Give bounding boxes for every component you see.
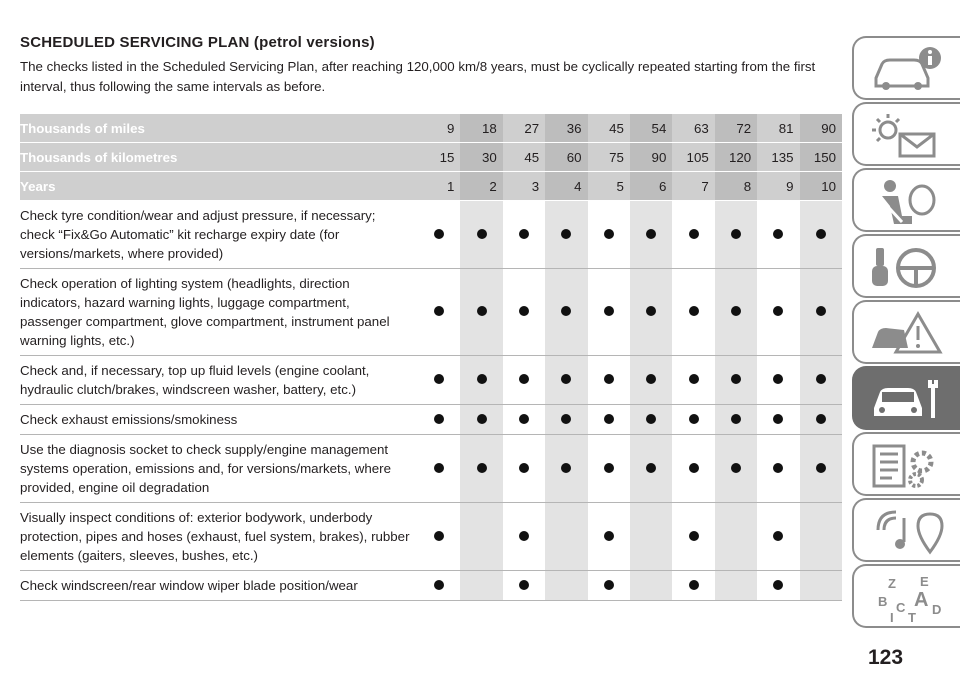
check-required-dot: [773, 580, 783, 590]
tab-servicing[interactable]: [852, 366, 960, 430]
check-required-dot: [816, 374, 826, 384]
header-row: [20, 172, 842, 201]
interval-cell: [757, 269, 799, 356]
check-required-dot: [646, 414, 656, 424]
interval-cell: [757, 405, 799, 435]
interval-cell: [800, 269, 842, 356]
interval-cell: [503, 405, 545, 435]
interval-cell: [800, 356, 842, 405]
header-value: 1: [418, 172, 460, 201]
intro-paragraph: The checks listed in the Scheduled Servicing Plan, after reaching 120,000 km/8 years, must be cyclically repeated starting from the first interval, thus following the same intervals as before.: [20, 59, 816, 94]
accident-warning-icon: [868, 308, 948, 360]
check-required-dot: [689, 229, 699, 239]
interval-cell: [672, 201, 714, 269]
multimedia-icon: [868, 506, 948, 558]
header-value: 15: [418, 143, 460, 172]
interval-cell: [672, 503, 714, 571]
check-required-dot: [816, 229, 826, 239]
index-letter: Z: [888, 576, 896, 591]
check-required-dot: [816, 414, 826, 424]
header-value: 63: [672, 114, 714, 143]
check-required-dot: [773, 229, 783, 239]
interval-cell: [715, 435, 757, 503]
interval-cell: [588, 201, 630, 269]
header-value: 90: [630, 143, 672, 172]
check-required-dot: [604, 306, 614, 316]
check-required-dot: [477, 306, 487, 316]
check-required-dot: [604, 580, 614, 590]
interval-cell: [588, 269, 630, 356]
check-required-dot: [434, 531, 444, 541]
check-required-dot: [434, 463, 444, 473]
check-required-dot: [477, 374, 487, 384]
check-required-dot: [561, 306, 571, 316]
tab-index[interactable]: [852, 564, 960, 628]
check-required-dot: [434, 374, 444, 384]
check-required-dot: [434, 306, 444, 316]
index-letter: T: [908, 610, 916, 624]
header-row: [20, 114, 842, 143]
table-row: [20, 356, 842, 405]
check-description: Check windscreen/rear window wiper blade position/wear: [20, 571, 418, 601]
tab-safety[interactable]: [852, 168, 960, 232]
interval-cell: [588, 435, 630, 503]
check-required-dot: [519, 229, 529, 239]
check-required-dot: [519, 414, 529, 424]
interval-cell: [757, 435, 799, 503]
check-required-dot: [646, 463, 656, 473]
check-required-dot: [816, 306, 826, 316]
header-value: 27: [503, 114, 545, 143]
interval-cell: [715, 269, 757, 356]
check-required-dot: [477, 229, 487, 239]
check-required-dot: [689, 374, 699, 384]
check-required-dot: [604, 463, 614, 473]
check-required-dot: [689, 580, 699, 590]
tab-lights-warning[interactable]: [852, 102, 960, 166]
interval-cell: [630, 503, 672, 571]
car-info-icon: [868, 44, 948, 96]
interval-cell: [545, 269, 587, 356]
check-required-dot: [519, 374, 529, 384]
header-value: 90: [800, 114, 842, 143]
tab-emergency[interactable]: [852, 300, 960, 364]
interval-cell: [672, 571, 714, 601]
table-row: [20, 201, 842, 269]
header-value: 135: [757, 143, 799, 172]
header-value: 7: [672, 172, 714, 201]
header-value: 120: [715, 143, 757, 172]
tab-technical-data[interactable]: [852, 432, 960, 496]
interval-cell: [757, 356, 799, 405]
table-row: [20, 405, 842, 435]
check-required-dot: [519, 306, 529, 316]
header-value: 75: [588, 143, 630, 172]
interval-cell: [672, 435, 714, 503]
interval-cell: [545, 201, 587, 269]
check-required-dot: [646, 306, 656, 316]
interval-cell: [672, 356, 714, 405]
page-number: 123: [868, 646, 904, 669]
interval-cell: [460, 435, 502, 503]
check-required-dot: [604, 229, 614, 239]
interval-cell: [503, 201, 545, 269]
page-title: SCHEDULED SERVICING PLAN (petrol versions): [20, 34, 375, 51]
interval-cell: [630, 571, 672, 601]
header-value: 81: [757, 114, 799, 143]
check-required-dot: [773, 374, 783, 384]
check-required-dot: [646, 229, 656, 239]
interval-cell: [460, 503, 502, 571]
interval-cell: [672, 405, 714, 435]
specs-gear-icon: [868, 440, 948, 492]
interval-cell: [588, 503, 630, 571]
interval-cell: [460, 201, 502, 269]
header-value: 18: [460, 114, 502, 143]
check-required-dot: [816, 463, 826, 473]
header-value: 105: [672, 143, 714, 172]
check-required-dot: [434, 414, 444, 424]
check-description: Visually inspect conditions of: exterior bodywork, underbody protection, pipes and hoses (exhaust, fuel system, brakes), rubber elements (gaiters, sleeves, bushes, etc.): [20, 503, 418, 571]
check-required-dot: [434, 580, 444, 590]
interval-cell: [715, 356, 757, 405]
interval-cell: [418, 269, 460, 356]
header-row: [20, 143, 842, 172]
check-required-dot: [731, 229, 741, 239]
interval-cell: [588, 405, 630, 435]
check-description: Use the diagnosis socket to check supply/engine management systems operation, emissions and, for versions/markets, where provided, engine oil degradation: [20, 435, 418, 503]
interval-cell: [630, 201, 672, 269]
check-required-dot: [561, 229, 571, 239]
interval-cell: [800, 405, 842, 435]
header-value: 36: [545, 114, 587, 143]
interval-cell: [757, 201, 799, 269]
header-value: 2: [460, 172, 502, 201]
check-description: Check exhaust emissions/smokiness: [20, 405, 418, 435]
check-required-dot: [731, 414, 741, 424]
check-required-dot: [689, 414, 699, 424]
check-required-dot: [731, 463, 741, 473]
header-value: 10: [800, 172, 842, 201]
interval-cell: [715, 201, 757, 269]
interval-cell: [418, 435, 460, 503]
interval-cell: [503, 435, 545, 503]
interval-cell: [460, 356, 502, 405]
interval-cell: [545, 356, 587, 405]
interval-cell: [800, 503, 842, 571]
interval-cell: [418, 201, 460, 269]
check-required-dot: [773, 414, 783, 424]
header-value: 6: [630, 172, 672, 201]
interval-cell: [588, 356, 630, 405]
index-letter: D: [932, 602, 942, 617]
interval-cell: [503, 269, 545, 356]
servicing-plan-table: [20, 114, 842, 601]
check-required-dot: [519, 463, 529, 473]
interval-cell: [545, 405, 587, 435]
check-required-dot: [731, 374, 741, 384]
header-value: 9: [757, 172, 799, 201]
check-required-dot: [773, 463, 783, 473]
interval-cell: [715, 405, 757, 435]
check-required-dot: [561, 374, 571, 384]
interval-cell: [715, 571, 757, 601]
check-required-dot: [773, 531, 783, 541]
car-wrench-icon: [868, 374, 948, 426]
header-value: 54: [630, 114, 672, 143]
interval-cell: [418, 503, 460, 571]
header-value: 3: [503, 172, 545, 201]
interval-cell: [418, 356, 460, 405]
check-description: Check operation of lighting system (headlights, direction indicators, hazard warning lights, luggage compartment, passenger compartment, glove compartment, instrument panel warning lights, etc.): [20, 269, 418, 356]
check-required-dot: [477, 463, 487, 473]
index-letter: B: [878, 594, 888, 609]
check-required-dot: [689, 306, 699, 316]
header-label: Thousands of kilometres: [20, 143, 418, 172]
interval-cell: [630, 405, 672, 435]
interval-cell: [588, 571, 630, 601]
check-required-dot: [604, 531, 614, 541]
check-required-dot: [689, 463, 699, 473]
tab-starting-driving[interactable]: [852, 234, 960, 298]
check-required-dot: [731, 306, 741, 316]
table-row: [20, 571, 842, 601]
header-value: 9: [418, 114, 460, 143]
seat-airbag-icon: [868, 176, 948, 228]
header-value: 4: [545, 172, 587, 201]
interval-cell: [460, 405, 502, 435]
interval-cell: [630, 435, 672, 503]
interval-cell: [503, 356, 545, 405]
index-letter: E: [920, 574, 929, 589]
header-label: Thousands of miles: [20, 114, 418, 143]
header-value: 5: [588, 172, 630, 201]
tab-multimedia[interactable]: [852, 498, 960, 562]
check-required-dot: [434, 229, 444, 239]
header-value: 45: [588, 114, 630, 143]
index-letter: A: [914, 589, 929, 611]
interval-cell: [630, 356, 672, 405]
header-value: 72: [715, 114, 757, 143]
interval-cell: [800, 571, 842, 601]
interval-cell: [757, 503, 799, 571]
table-row: [20, 435, 842, 503]
check-required-dot: [519, 531, 529, 541]
check-description: Check and, if necessary, top up fluid levels (engine coolant, hydraulic clutch/brakes, windscreen washer, battery, etc.): [20, 356, 418, 405]
interval-cell: [715, 503, 757, 571]
check-required-dot: [561, 414, 571, 424]
check-required-dot: [561, 463, 571, 473]
index-letter: I: [890, 610, 894, 624]
index-letter: C: [896, 600, 906, 615]
check-required-dot: [477, 414, 487, 424]
check-required-dot: [604, 414, 614, 424]
interval-cell: [503, 503, 545, 571]
header-value: 150: [800, 143, 842, 172]
interval-cell: [418, 571, 460, 601]
alphabetical-index-icon: [868, 572, 948, 624]
check-required-dot: [773, 306, 783, 316]
header-label: Years: [20, 172, 418, 201]
interval-cell: [460, 571, 502, 601]
header-value: 8: [715, 172, 757, 201]
interval-cell: [630, 269, 672, 356]
tab-car-info[interactable]: [852, 36, 960, 100]
interval-cell: [757, 571, 799, 601]
interval-cell: [418, 405, 460, 435]
check-description: Check tyre condition/wear and adjust pressure, if necessary; check “Fix&Go Automatic” kit recharge expiry date (for versions/markets, where provided): [20, 201, 418, 269]
check-required-dot: [689, 531, 699, 541]
header-value: 30: [460, 143, 502, 172]
interval-cell: [545, 571, 587, 601]
interval-cell: [800, 201, 842, 269]
check-required-dot: [519, 580, 529, 590]
table-row: [20, 503, 842, 571]
interval-cell: [460, 269, 502, 356]
interval-cell: [545, 503, 587, 571]
header-value: 45: [503, 143, 545, 172]
interval-cell: [800, 435, 842, 503]
check-required-dot: [604, 374, 614, 384]
interval-cell: [672, 269, 714, 356]
header-value: 60: [545, 143, 587, 172]
interval-cell: [545, 435, 587, 503]
lights-warning-icon: [868, 110, 948, 162]
key-steering-wheel-icon: [868, 242, 948, 294]
check-required-dot: [646, 374, 656, 384]
table-row: [20, 269, 842, 356]
interval-cell: [503, 571, 545, 601]
